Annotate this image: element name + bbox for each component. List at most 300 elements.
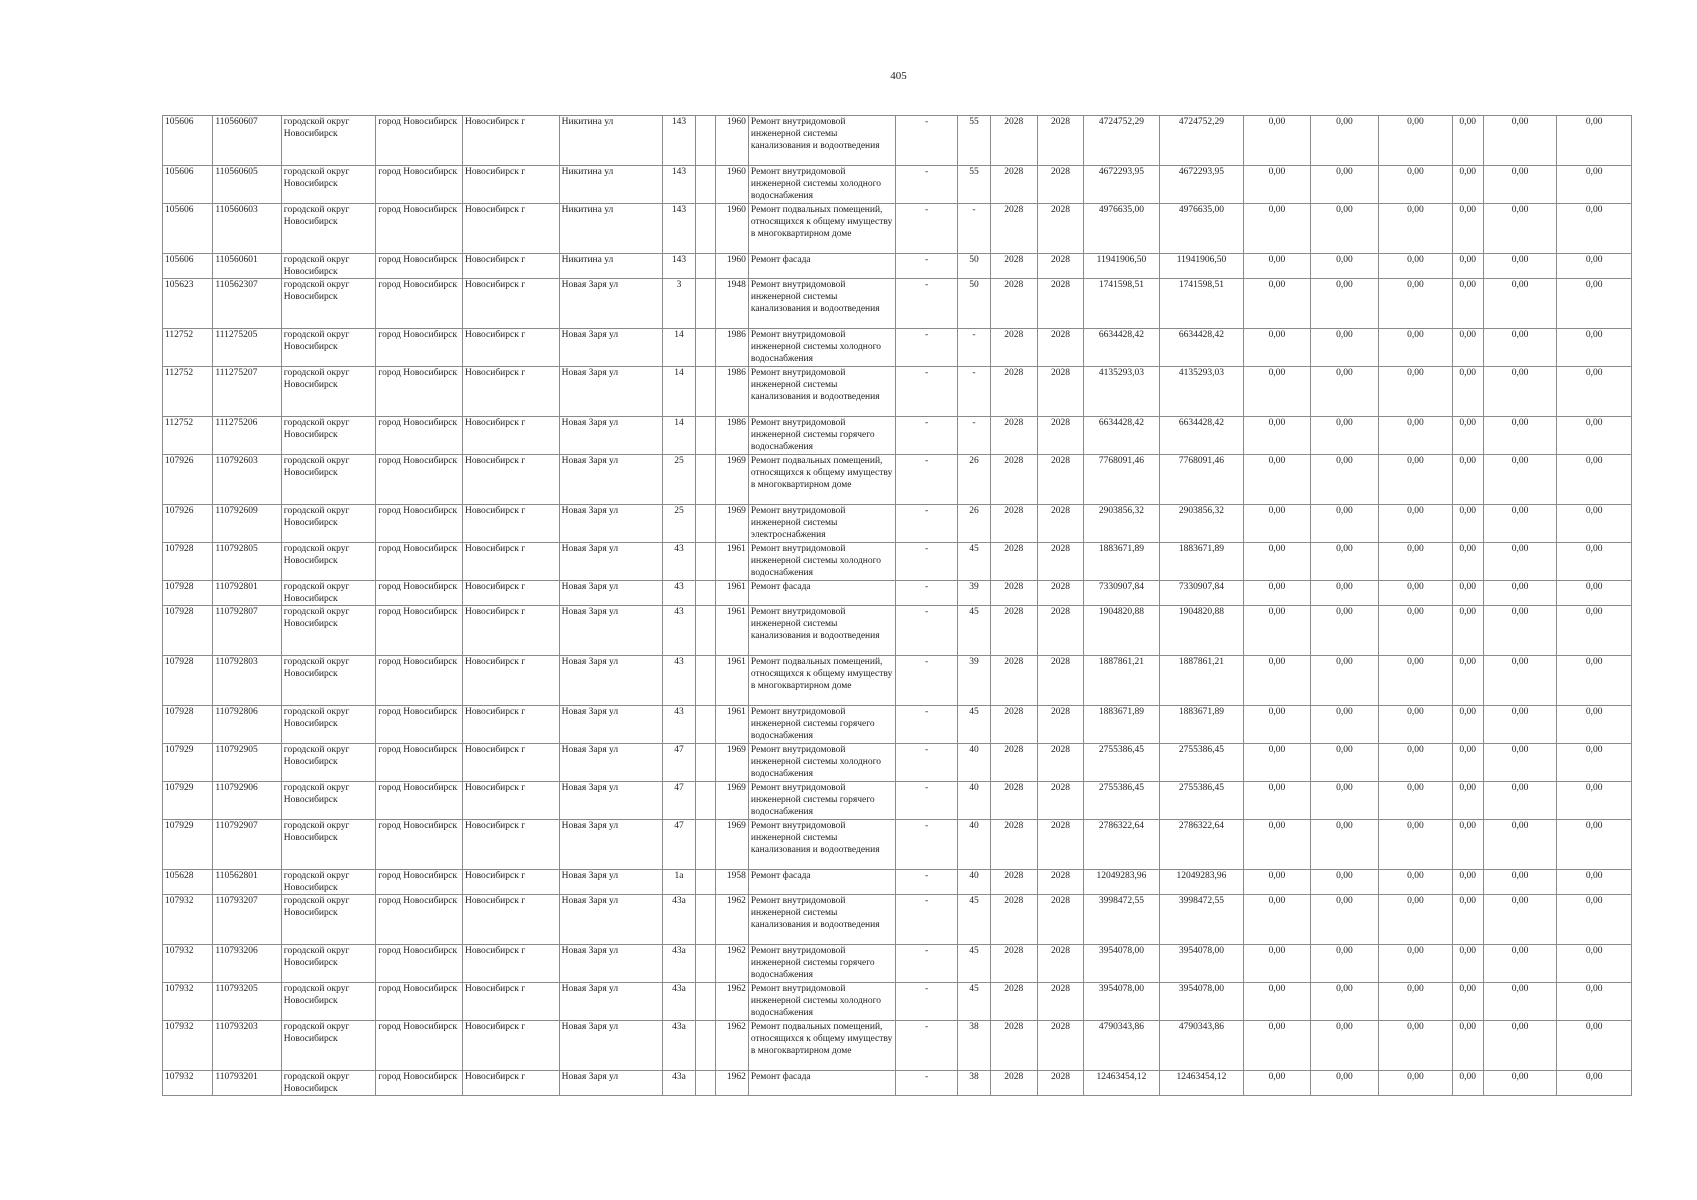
cost-cell: 2786322,64 [1084, 820, 1160, 870]
amount-5-cell: 0,00 [1483, 204, 1557, 254]
amount-4-cell: 0,00 [1452, 1071, 1483, 1096]
amount-6-cell: 0,00 [1557, 166, 1632, 204]
house-number-cell: 143 [663, 254, 695, 279]
amount-2-cell: 0,00 [1310, 945, 1378, 983]
extra-cell [695, 606, 715, 656]
norm-cell: - [895, 895, 957, 945]
plan-year-end-cell: 2028 [1037, 656, 1083, 706]
build-year-cell: 1986 [715, 367, 748, 417]
settlement-cell: город Новосибирск [376, 204, 463, 254]
wear-cell: 50 [958, 254, 990, 279]
street-cell: Новая Заря ул [559, 417, 663, 455]
amount-5-cell: 0,00 [1483, 983, 1557, 1021]
city-cell: Новосибирск г [463, 983, 560, 1021]
amount-2-cell: 0,00 [1310, 543, 1378, 581]
build-year-cell: 1962 [715, 1021, 748, 1071]
settlement-cell: город Новосибирск [376, 455, 463, 505]
wear-cell: 45 [958, 983, 990, 1021]
amount-3-cell: 0,00 [1379, 606, 1453, 656]
street-cell: Никитина ул [559, 254, 663, 279]
city-cell: Новосибирск г [463, 455, 560, 505]
amount-5-cell: 0,00 [1483, 254, 1557, 279]
amount-2-cell: 0,00 [1310, 606, 1378, 656]
amount-5-cell: 0,00 [1483, 367, 1557, 417]
district-cell: городской округ Новосибирск [281, 166, 376, 204]
total-cell: 1883671,89 [1159, 543, 1244, 581]
settlement-cell: город Новосибирск [376, 417, 463, 455]
plan-year-end-cell: 2028 [1037, 782, 1083, 820]
plan-year-start-cell: 2028 [990, 1021, 1037, 1071]
amount-5-cell: 0,00 [1483, 820, 1557, 870]
amount-2-cell: 0,00 [1310, 656, 1378, 706]
extra-cell [695, 983, 715, 1021]
city-cell: Новосибирск г [463, 895, 560, 945]
table-row [163, 820, 1632, 870]
plan-year-end-cell: 2028 [1037, 505, 1083, 543]
amount-5-cell: 0,00 [1483, 744, 1557, 782]
plan-year-end-cell: 2028 [1037, 983, 1083, 1021]
total-cell: 7768091,46 [1159, 455, 1244, 505]
cost-cell: 12049283,96 [1084, 870, 1160, 895]
work-code-cell: 110560601 [213, 254, 281, 279]
extra-cell [695, 820, 715, 870]
cost-cell: 4790343,86 [1084, 1021, 1160, 1071]
work-type-cell: Ремонт внутридомовой инженерной системы канализования и водоотведения [748, 606, 895, 656]
row-id-cell: 107932 [163, 983, 213, 1021]
amount-4-cell: 0,00 [1452, 254, 1483, 279]
house-number-cell: 14 [663, 329, 695, 367]
norm-cell: - [895, 455, 957, 505]
wear-cell: 40 [958, 744, 990, 782]
amount-6-cell: 0,00 [1557, 656, 1632, 706]
amount-4-cell: 0,00 [1452, 329, 1483, 367]
row-id-cell: 105606 [163, 254, 213, 279]
amount-3-cell: 0,00 [1379, 367, 1453, 417]
work-type-cell: Ремонт фасада [748, 254, 895, 279]
row-id-cell: 107932 [163, 945, 213, 983]
work-type-cell: Ремонт фасада [748, 870, 895, 895]
amount-5-cell: 0,00 [1483, 1021, 1557, 1071]
work-type-cell: Ремонт внутридомовой инженерной системы холодного водоснабжения [748, 329, 895, 367]
row-id-cell: 107926 [163, 505, 213, 543]
row-id-cell: 112752 [163, 329, 213, 367]
norm-cell: - [895, 329, 957, 367]
norm-cell: - [895, 820, 957, 870]
city-cell: Новосибирск г [463, 744, 560, 782]
table-row [163, 744, 1632, 782]
settlement-cell: город Новосибирск [376, 870, 463, 895]
house-number-cell: 43 [663, 656, 695, 706]
wear-cell: 26 [958, 505, 990, 543]
amount-4-cell: 0,00 [1452, 983, 1483, 1021]
cost-cell: 3954078,00 [1084, 945, 1160, 983]
table-row [163, 895, 1632, 945]
plan-year-start-cell: 2028 [990, 606, 1037, 656]
work-code-cell: 110793205 [213, 983, 281, 1021]
plan-year-start-cell: 2028 [990, 505, 1037, 543]
street-cell: Новая Заря ул [559, 820, 663, 870]
build-year-cell: 1960 [715, 254, 748, 279]
house-number-cell: 43 [663, 606, 695, 656]
total-cell: 3954078,00 [1159, 983, 1244, 1021]
table-row [163, 870, 1632, 895]
norm-cell: - [895, 656, 957, 706]
norm-cell: - [895, 543, 957, 581]
amount-1-cell: 0,00 [1244, 166, 1310, 204]
total-cell: 1883671,89 [1159, 706, 1244, 744]
amount-3-cell: 0,00 [1379, 543, 1453, 581]
street-cell: Новая Заря ул [559, 870, 663, 895]
wear-cell: 38 [958, 1071, 990, 1096]
amount-2-cell: 0,00 [1310, 820, 1378, 870]
build-year-cell: 1962 [715, 895, 748, 945]
amount-4-cell: 0,00 [1452, 945, 1483, 983]
row-id-cell: 105606 [163, 116, 213, 166]
norm-cell: - [895, 581, 957, 606]
row-id-cell: 105606 [163, 166, 213, 204]
work-code-cell: 110562307 [213, 279, 281, 329]
total-cell: 1741598,51 [1159, 279, 1244, 329]
total-cell: 12463454,12 [1159, 1071, 1244, 1096]
amount-3-cell: 0,00 [1379, 656, 1453, 706]
cost-cell: 2755386,45 [1084, 782, 1160, 820]
house-number-cell: 1а [663, 870, 695, 895]
street-cell: Никитина ул [559, 116, 663, 166]
district-cell: городской округ Новосибирск [281, 581, 376, 606]
amount-6-cell: 0,00 [1557, 706, 1632, 744]
settlement-cell: город Новосибирск [376, 895, 463, 945]
amount-1-cell: 0,00 [1244, 744, 1310, 782]
amount-1-cell: 0,00 [1244, 606, 1310, 656]
wear-cell: 39 [958, 581, 990, 606]
amount-4-cell: 0,00 [1452, 820, 1483, 870]
house-number-cell: 143 [663, 116, 695, 166]
house-number-cell: 14 [663, 367, 695, 417]
norm-cell: - [895, 254, 957, 279]
amount-1-cell: 0,00 [1244, 581, 1310, 606]
amount-2-cell: 0,00 [1310, 744, 1378, 782]
plan-year-start-cell: 2028 [990, 1071, 1037, 1096]
work-type-cell: Ремонт фасада [748, 1071, 895, 1096]
work-code-cell: 110560605 [213, 166, 281, 204]
amount-6-cell: 0,00 [1557, 543, 1632, 581]
amount-3-cell: 0,00 [1379, 983, 1453, 1021]
city-cell: Новосибирск г [463, 116, 560, 166]
amount-6-cell: 0,00 [1557, 895, 1632, 945]
table-row [163, 116, 1632, 166]
table-row [163, 606, 1632, 656]
amount-1-cell: 0,00 [1244, 1021, 1310, 1071]
row-id-cell: 105623 [163, 279, 213, 329]
work-code-cell: 110562801 [213, 870, 281, 895]
plan-year-end-cell: 2028 [1037, 367, 1083, 417]
plan-year-start-cell: 2028 [990, 820, 1037, 870]
work-code-cell: 110792801 [213, 581, 281, 606]
work-type-cell: Ремонт внутридомовой инженерной системы горячего водоснабжения [748, 782, 895, 820]
cost-cell: 1887861,21 [1084, 656, 1160, 706]
work-code-cell: 110792806 [213, 706, 281, 744]
house-number-cell: 43 [663, 706, 695, 744]
plan-year-start-cell: 2028 [990, 895, 1037, 945]
district-cell: городской округ Новосибирск [281, 945, 376, 983]
total-cell: 2786322,64 [1159, 820, 1244, 870]
amount-4-cell: 0,00 [1452, 581, 1483, 606]
build-year-cell: 1961 [715, 656, 748, 706]
amount-1-cell: 0,00 [1244, 895, 1310, 945]
city-cell: Новосибирск г [463, 166, 560, 204]
extra-cell [695, 945, 715, 983]
amount-5-cell: 0,00 [1483, 279, 1557, 329]
work-type-cell: Ремонт подвальных помещений, относящихся к общему имуществу в многоквартирном доме [748, 1021, 895, 1071]
district-cell: городской округ Новосибирск [281, 895, 376, 945]
cost-cell: 3954078,00 [1084, 983, 1160, 1021]
work-code-cell: 110793207 [213, 895, 281, 945]
amount-3-cell: 0,00 [1379, 116, 1453, 166]
street-cell: Новая Заря ул [559, 581, 663, 606]
norm-cell: - [895, 1071, 957, 1096]
wear-cell: 45 [958, 606, 990, 656]
street-cell: Новая Заря ул [559, 1021, 663, 1071]
city-cell: Новосибирск г [463, 706, 560, 744]
extra-cell [695, 204, 715, 254]
district-cell: городской округ Новосибирск [281, 820, 376, 870]
house-number-cell: 47 [663, 782, 695, 820]
street-cell: Новая Заря ул [559, 656, 663, 706]
wear-cell: 45 [958, 706, 990, 744]
amount-2-cell: 0,00 [1310, 895, 1378, 945]
amount-5-cell: 0,00 [1483, 1071, 1557, 1096]
cost-cell: 7768091,46 [1084, 455, 1160, 505]
build-year-cell: 1961 [715, 581, 748, 606]
work-code-cell: 111275207 [213, 367, 281, 417]
amount-1-cell: 0,00 [1244, 455, 1310, 505]
settlement-cell: город Новосибирск [376, 606, 463, 656]
house-number-cell: 43а [663, 895, 695, 945]
plan-year-end-cell: 2028 [1037, 417, 1083, 455]
plan-year-start-cell: 2028 [990, 329, 1037, 367]
norm-cell: - [895, 116, 957, 166]
amount-5-cell: 0,00 [1483, 329, 1557, 367]
norm-cell: - [895, 166, 957, 204]
table-row [163, 945, 1632, 983]
row-id-cell: 105606 [163, 204, 213, 254]
total-cell: 6634428,42 [1159, 329, 1244, 367]
wear-cell: 39 [958, 656, 990, 706]
settlement-cell: город Новосибирск [376, 367, 463, 417]
settlement-cell: город Новосибирск [376, 945, 463, 983]
amount-4-cell: 0,00 [1452, 455, 1483, 505]
street-cell: Новая Заря ул [559, 455, 663, 505]
cost-cell: 2755386,45 [1084, 744, 1160, 782]
district-cell: городской округ Новосибирск [281, 744, 376, 782]
amount-2-cell: 0,00 [1310, 1021, 1378, 1071]
extra-cell [695, 744, 715, 782]
amount-6-cell: 0,00 [1557, 1071, 1632, 1096]
amount-1-cell: 0,00 [1244, 417, 1310, 455]
table-row [163, 505, 1632, 543]
settlement-cell: город Новосибирск [376, 706, 463, 744]
settlement-cell: город Новосибирск [376, 543, 463, 581]
district-cell: городской округ Новосибирск [281, 204, 376, 254]
wear-cell: 40 [958, 870, 990, 895]
extra-cell [695, 870, 715, 895]
settlement-cell: город Новосибирск [376, 1021, 463, 1071]
city-cell: Новосибирск г [463, 417, 560, 455]
wear-cell: - [958, 329, 990, 367]
amount-3-cell: 0,00 [1379, 782, 1453, 820]
plan-year-start-cell: 2028 [990, 983, 1037, 1021]
amount-5-cell: 0,00 [1483, 706, 1557, 744]
extra-cell [695, 329, 715, 367]
amount-5-cell: 0,00 [1483, 782, 1557, 820]
house-number-cell: 25 [663, 455, 695, 505]
settlement-cell: город Новосибирск [376, 820, 463, 870]
plan-year-end-cell: 2028 [1037, 606, 1083, 656]
district-cell: городской округ Новосибирск [281, 279, 376, 329]
plan-year-start-cell: 2028 [990, 870, 1037, 895]
plan-year-end-cell: 2028 [1037, 895, 1083, 945]
amount-4-cell: 0,00 [1452, 116, 1483, 166]
extra-cell [695, 166, 715, 204]
total-cell: 4790343,86 [1159, 1021, 1244, 1071]
street-cell: Новая Заря ул [559, 279, 663, 329]
amount-1-cell: 0,00 [1244, 543, 1310, 581]
extra-cell [695, 895, 715, 945]
city-cell: Новосибирск г [463, 581, 560, 606]
amount-6-cell: 0,00 [1557, 983, 1632, 1021]
norm-cell: - [895, 367, 957, 417]
amount-5-cell: 0,00 [1483, 505, 1557, 543]
wear-cell: 45 [958, 543, 990, 581]
work-type-cell: Ремонт внутридомовой инженерной системы холодного водоснабжения [748, 166, 895, 204]
house-number-cell: 43 [663, 581, 695, 606]
row-id-cell: 112752 [163, 367, 213, 417]
norm-cell: - [895, 505, 957, 543]
work-type-cell: Ремонт подвальных помещений, относящихся к общему имуществу в многоквартирном доме [748, 204, 895, 254]
street-cell: Новая Заря ул [559, 706, 663, 744]
extra-cell [695, 279, 715, 329]
work-type-cell: Ремонт внутридомовой инженерной системы горячего водоснабжения [748, 417, 895, 455]
city-cell: Новосибирск г [463, 505, 560, 543]
total-cell: 1904820,88 [1159, 606, 1244, 656]
house-number-cell: 14 [663, 417, 695, 455]
extra-cell [695, 254, 715, 279]
build-year-cell: 1961 [715, 706, 748, 744]
build-year-cell: 1961 [715, 543, 748, 581]
district-cell: городской округ Новосибирск [281, 417, 376, 455]
plan-year-end-cell: 2028 [1037, 329, 1083, 367]
cost-cell: 4724752,29 [1084, 116, 1160, 166]
house-number-cell: 143 [663, 204, 695, 254]
amount-3-cell: 0,00 [1379, 706, 1453, 744]
build-year-cell: 1969 [715, 820, 748, 870]
district-cell: городской округ Новосибирск [281, 505, 376, 543]
amount-6-cell: 0,00 [1557, 455, 1632, 505]
work-type-cell: Ремонт внутридомовой инженерной системы канализования и водоотведения [748, 116, 895, 166]
street-cell: Новая Заря ул [559, 505, 663, 543]
plan-year-end-cell: 2028 [1037, 870, 1083, 895]
amount-2-cell: 0,00 [1310, 581, 1378, 606]
norm-cell: - [895, 204, 957, 254]
street-cell: Новая Заря ул [559, 945, 663, 983]
amount-4-cell: 0,00 [1452, 656, 1483, 706]
table-row [163, 417, 1632, 455]
extra-cell [695, 116, 715, 166]
plan-year-start-cell: 2028 [990, 116, 1037, 166]
norm-cell: - [895, 1021, 957, 1071]
total-cell: 4976635,00 [1159, 204, 1244, 254]
amount-6-cell: 0,00 [1557, 254, 1632, 279]
build-year-cell: 1969 [715, 782, 748, 820]
amount-5-cell: 0,00 [1483, 581, 1557, 606]
work-code-cell: 110792907 [213, 820, 281, 870]
total-cell: 4135293,03 [1159, 367, 1244, 417]
amount-2-cell: 0,00 [1310, 166, 1378, 204]
house-number-cell: 43а [663, 945, 695, 983]
amount-6-cell: 0,00 [1557, 417, 1632, 455]
amount-4-cell: 0,00 [1452, 782, 1483, 820]
table-row [163, 543, 1632, 581]
table-row [163, 782, 1632, 820]
amount-6-cell: 0,00 [1557, 870, 1632, 895]
plan-year-end-cell: 2028 [1037, 945, 1083, 983]
table-row [163, 656, 1632, 706]
city-cell: Новосибирск г [463, 279, 560, 329]
wear-cell: 55 [958, 116, 990, 166]
wear-cell: 40 [958, 782, 990, 820]
plan-year-start-cell: 2028 [990, 279, 1037, 329]
wear-cell: - [958, 204, 990, 254]
plan-year-end-cell: 2028 [1037, 1021, 1083, 1071]
amount-3-cell: 0,00 [1379, 279, 1453, 329]
total-cell: 11941906,50 [1159, 254, 1244, 279]
district-cell: городской округ Новосибирск [281, 1071, 376, 1096]
settlement-cell: город Новосибирск [376, 782, 463, 820]
extra-cell [695, 1071, 715, 1096]
street-cell: Новая Заря ул [559, 983, 663, 1021]
work-code-cell: 110792603 [213, 455, 281, 505]
amount-3-cell: 0,00 [1379, 254, 1453, 279]
row-id-cell: 112752 [163, 417, 213, 455]
city-cell: Новосибирск г [463, 254, 560, 279]
plan-year-start-cell: 2028 [990, 166, 1037, 204]
house-number-cell: 3 [663, 279, 695, 329]
city-cell: Новосибирск г [463, 656, 560, 706]
work-type-cell: Ремонт фасада [748, 581, 895, 606]
amount-4-cell: 0,00 [1452, 606, 1483, 656]
city-cell: Новосибирск г [463, 543, 560, 581]
plan-year-start-cell: 2028 [990, 782, 1037, 820]
plan-year-start-cell: 2028 [990, 656, 1037, 706]
district-cell: городской округ Новосибирск [281, 870, 376, 895]
amount-5-cell: 0,00 [1483, 116, 1557, 166]
amount-4-cell: 0,00 [1452, 417, 1483, 455]
street-cell: Новая Заря ул [559, 744, 663, 782]
total-cell: 4724752,29 [1159, 116, 1244, 166]
total-cell: 6634428,42 [1159, 417, 1244, 455]
settlement-cell: город Новосибирск [376, 1071, 463, 1096]
district-cell: городской округ Новосибирск [281, 367, 376, 417]
amount-2-cell: 0,00 [1310, 279, 1378, 329]
plan-year-end-cell: 2028 [1037, 543, 1083, 581]
amount-5-cell: 0,00 [1483, 606, 1557, 656]
table-row [163, 706, 1632, 744]
amount-6-cell: 0,00 [1557, 820, 1632, 870]
plan-year-start-cell: 2028 [990, 204, 1037, 254]
extra-cell [695, 656, 715, 706]
amount-1-cell: 0,00 [1244, 254, 1310, 279]
amount-6-cell: 0,00 [1557, 116, 1632, 166]
